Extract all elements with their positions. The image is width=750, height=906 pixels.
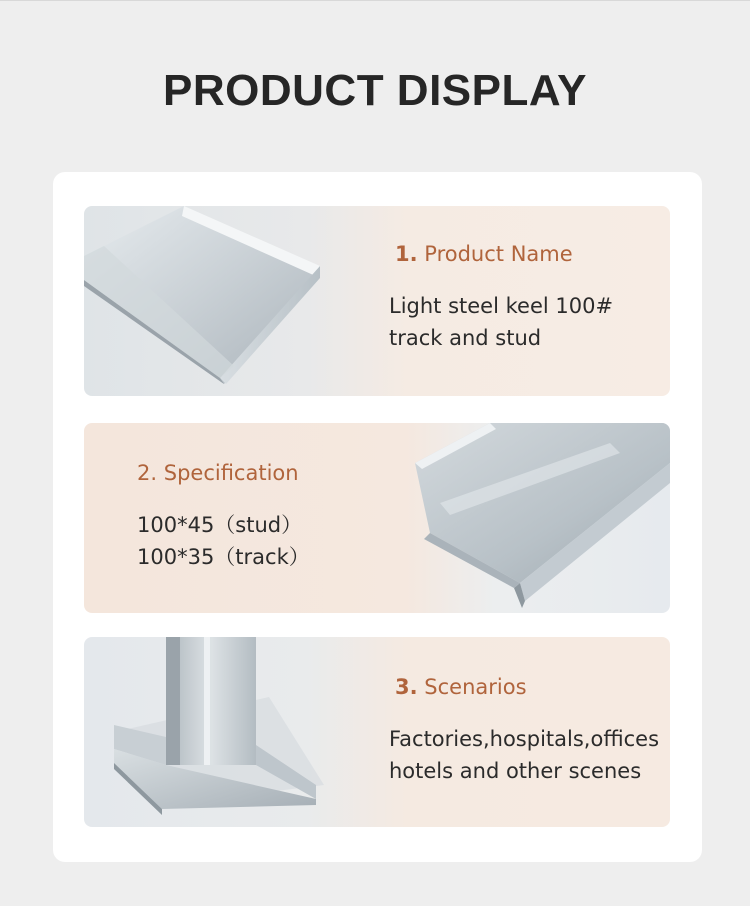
product-name-text xyxy=(389,242,614,354)
heading-label: Specification xyxy=(163,461,299,485)
steel-stud-photo-icon xyxy=(410,423,670,613)
heading-number: 1. xyxy=(395,242,418,266)
top-divider xyxy=(0,0,750,1)
specification-line-1: 100*45（stud） xyxy=(137,513,303,537)
scenarios-row xyxy=(84,637,670,827)
heading-number: 2. xyxy=(137,461,158,485)
specification-line-2: 100*35（track） xyxy=(137,545,310,569)
product-name-heading xyxy=(395,242,613,266)
product-name-row xyxy=(84,206,670,396)
heading-number: 3. xyxy=(395,675,418,699)
page-title: PRODUCT DISPLAY xyxy=(163,66,587,115)
product-name-line-2: track and stud xyxy=(389,326,542,350)
specification-text xyxy=(137,461,310,573)
scenarios-heading xyxy=(395,675,659,699)
heading-label: Product Name xyxy=(424,242,573,266)
stud-in-track-photo-icon xyxy=(84,637,344,827)
specification-heading xyxy=(137,461,310,485)
specification-row xyxy=(84,423,670,613)
scenarios-text xyxy=(389,675,660,787)
heading-label: Scenarios xyxy=(424,675,527,699)
scenarios-line-1: Factories,hospitals,offices xyxy=(389,727,660,751)
product-name-line-1: Light steel keel 100# xyxy=(389,294,614,318)
scenarios-line-2: hotels and other scenes xyxy=(389,759,642,783)
steel-track-photo-icon xyxy=(84,206,374,396)
